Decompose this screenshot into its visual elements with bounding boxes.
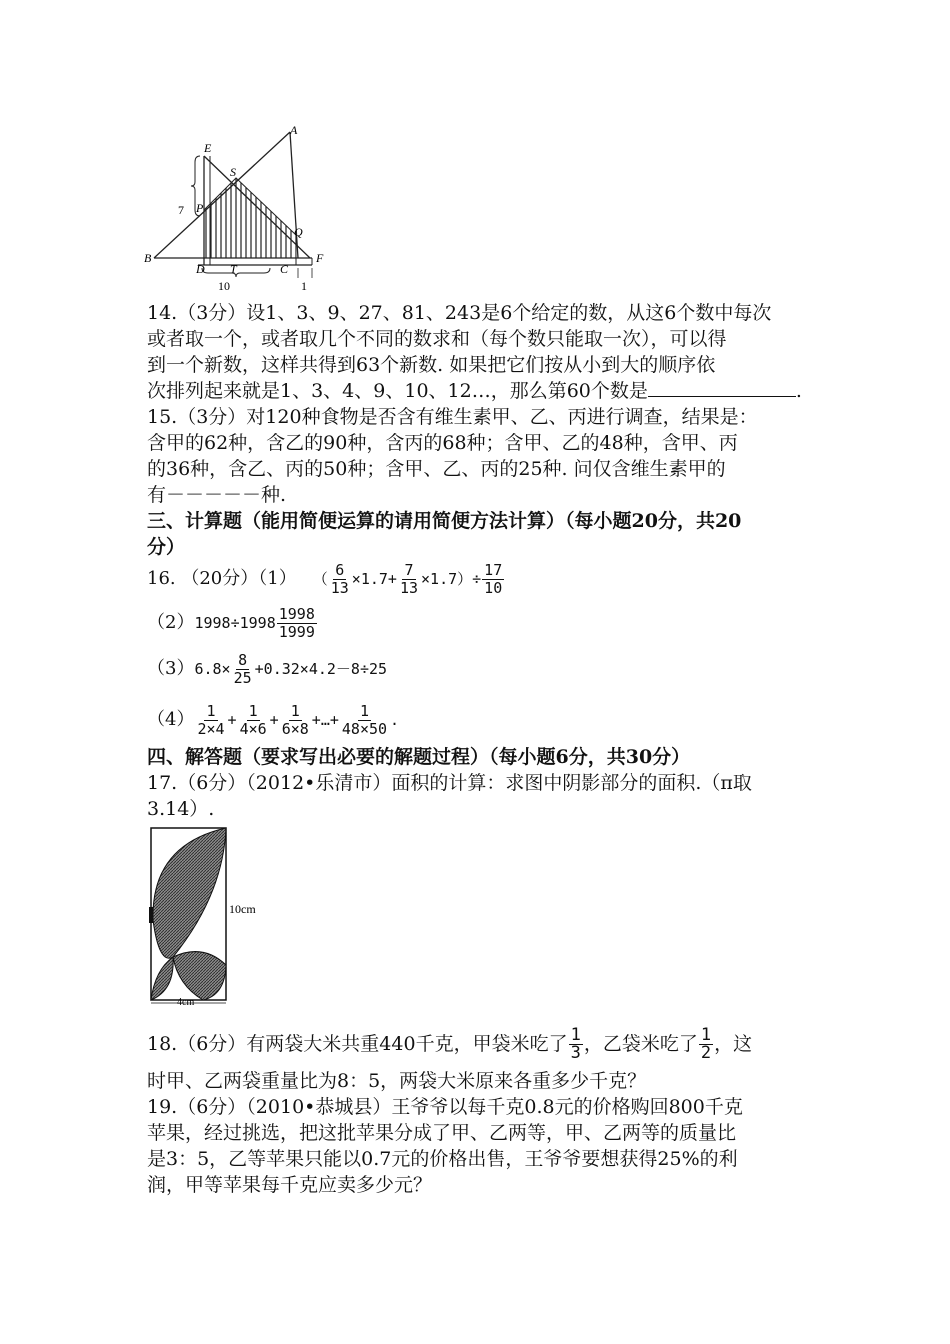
q16-part-4: [147, 700, 399, 740]
dim-7: 7: [178, 203, 184, 217]
q19-line-2: 苹果，经过挑选，把这批苹果分成了甲、乙两等，甲、乙两等的质量比: [147, 1122, 737, 1144]
label-E: E: [204, 141, 212, 155]
q15-line-2: 含甲的62种，含乙的90种，含丙的68种；含甲、乙的48种，含甲、丙: [147, 432, 738, 454]
q15-line-1: 15.（3分）对120种食物是否含有维生素甲、乙、丙进行调查，结果是：: [147, 406, 758, 428]
section3-heading: 三、计算题（能用简便运算的请用简便方法计算）（每小题20分，共20: [147, 510, 742, 532]
dim-10cm: 10cm: [229, 902, 256, 916]
label-B: B: [144, 251, 152, 265]
q16-part-3: [147, 650, 387, 688]
dim-10: 10: [218, 279, 230, 293]
fraction: $\frac{17}{10}$: [484, 560, 503, 597]
q15-line-4: 有－－－－－种.: [147, 484, 287, 506]
q19-line-1: 19.（6分）（2010•恭城县）王爷爷以每千克0.8元的价格购回800千克: [147, 1096, 743, 1118]
fraction: $\frac{1}{48\times 50}$: [341, 701, 388, 738]
q14-line-4-text: 次排列起来就是1、3、4、9、10、12…，那么第60个数是: [147, 380, 648, 402]
triangle-figure: [140, 120, 340, 295]
q18-line-1: [147, 1024, 752, 1064]
q16-p2-label: （2）: [147, 612, 195, 633]
q16-p4-end: .: [390, 711, 400, 729]
q15-line-3: 的36种，含乙、丙的50种；含甲、乙、丙的25种. 问仅含维生素甲的: [147, 458, 726, 480]
q16-p3-a: 6.8×: [194, 660, 231, 678]
fraction: $\frac{1}{6\times 8}$: [281, 701, 309, 738]
q18-text-a: 18.（6分）有两袋大米共重440千克，甲袋米吃了: [147, 1033, 568, 1055]
label-C: C: [280, 262, 289, 276]
q14-line-1: 14.（3分）设1、3、9、27、81、243是6个给定的数，从这6个数中每次: [147, 302, 772, 324]
fraction: $\frac{8}{25}$: [233, 650, 252, 687]
q19-line-4: 润，甲等苹果每千克应卖多少元？: [147, 1174, 433, 1196]
fraction: $\frac{7}{13}$: [399, 560, 419, 597]
fraction: $\frac{1}{4\times 6}$: [239, 701, 267, 738]
q17-line-2: 3.14）.: [147, 798, 215, 820]
label-A: A: [290, 123, 298, 137]
plus-sign: +: [269, 711, 279, 729]
shaded-area-figure: [143, 825, 283, 1007]
fraction: $\frac{1}{2\times 4}$: [197, 701, 225, 738]
q14-end: .: [795, 380, 802, 402]
q14-line-2: 或者取一个，或者取几个不同的数求和（每个数只能取一次），可以得: [147, 328, 727, 350]
fraction: $\frac{1}{2}$: [700, 1024, 712, 1063]
q17-line-1: 17.（6分）（2012•乐清市）面积的计算：求图中阴影部分的面积.（π取: [147, 772, 752, 794]
dim-4cm: 4cm: [177, 997, 195, 1007]
section4-heading: 四、解答题（要求写出必要的解题过程）（每小题6分，共30分）: [147, 746, 691, 768]
q16-label: 16. （20分）（1）: [147, 568, 297, 589]
q18-text-b: ，乙袋米吃了: [583, 1033, 698, 1055]
label-D: D: [196, 262, 205, 276]
label-S: S: [230, 165, 236, 179]
q16-p3-label: （3）: [147, 658, 195, 679]
label-T: T: [230, 262, 237, 276]
q16-open: （: [312, 570, 328, 588]
q16-p4-dots: +…+: [311, 711, 339, 729]
plus-sign: +: [227, 711, 237, 729]
q14-line-4: [147, 378, 802, 404]
q16-mid2: ×1.7）÷: [421, 570, 482, 588]
q19-line-3: 是3：5，乙等苹果只能以0.7元的价格出售，王爷爷要想获得25%的利: [147, 1148, 738, 1170]
q18-line-2: 时甲、乙两袋重量比为8：5，两袋大米原来各重多少千克？: [147, 1070, 647, 1092]
q16-p4-label: （4）: [147, 709, 195, 730]
label-P: P: [196, 201, 204, 215]
q16-p3-b: +0.32×4.2－8÷25: [254, 660, 388, 678]
label-F: F: [316, 251, 324, 265]
fraction: $\frac{6}{13}$: [330, 560, 349, 597]
q16-part-1: [147, 560, 505, 598]
q16-p2-expr: 1998÷1998: [194, 614, 276, 632]
fraction: $\frac{1998}{1999}$: [278, 604, 315, 641]
q14-line-3: 到一个新数，这样共得到63个新数. 如果把它们按从小到大的顺序依: [147, 354, 716, 376]
label-Q: Q: [294, 225, 303, 239]
q16-mid1: ×1.7+: [351, 570, 397, 588]
dim-1: 1: [301, 279, 307, 293]
q16-part-2: [147, 604, 318, 642]
answer-blank[interactable]: [648, 378, 796, 397]
q18-text-c: ，这: [714, 1033, 753, 1055]
fraction: $\frac{1}{3}$: [570, 1024, 581, 1063]
shaded-region: [204, 178, 296, 258]
section3-heading-2: 分）: [147, 536, 186, 558]
